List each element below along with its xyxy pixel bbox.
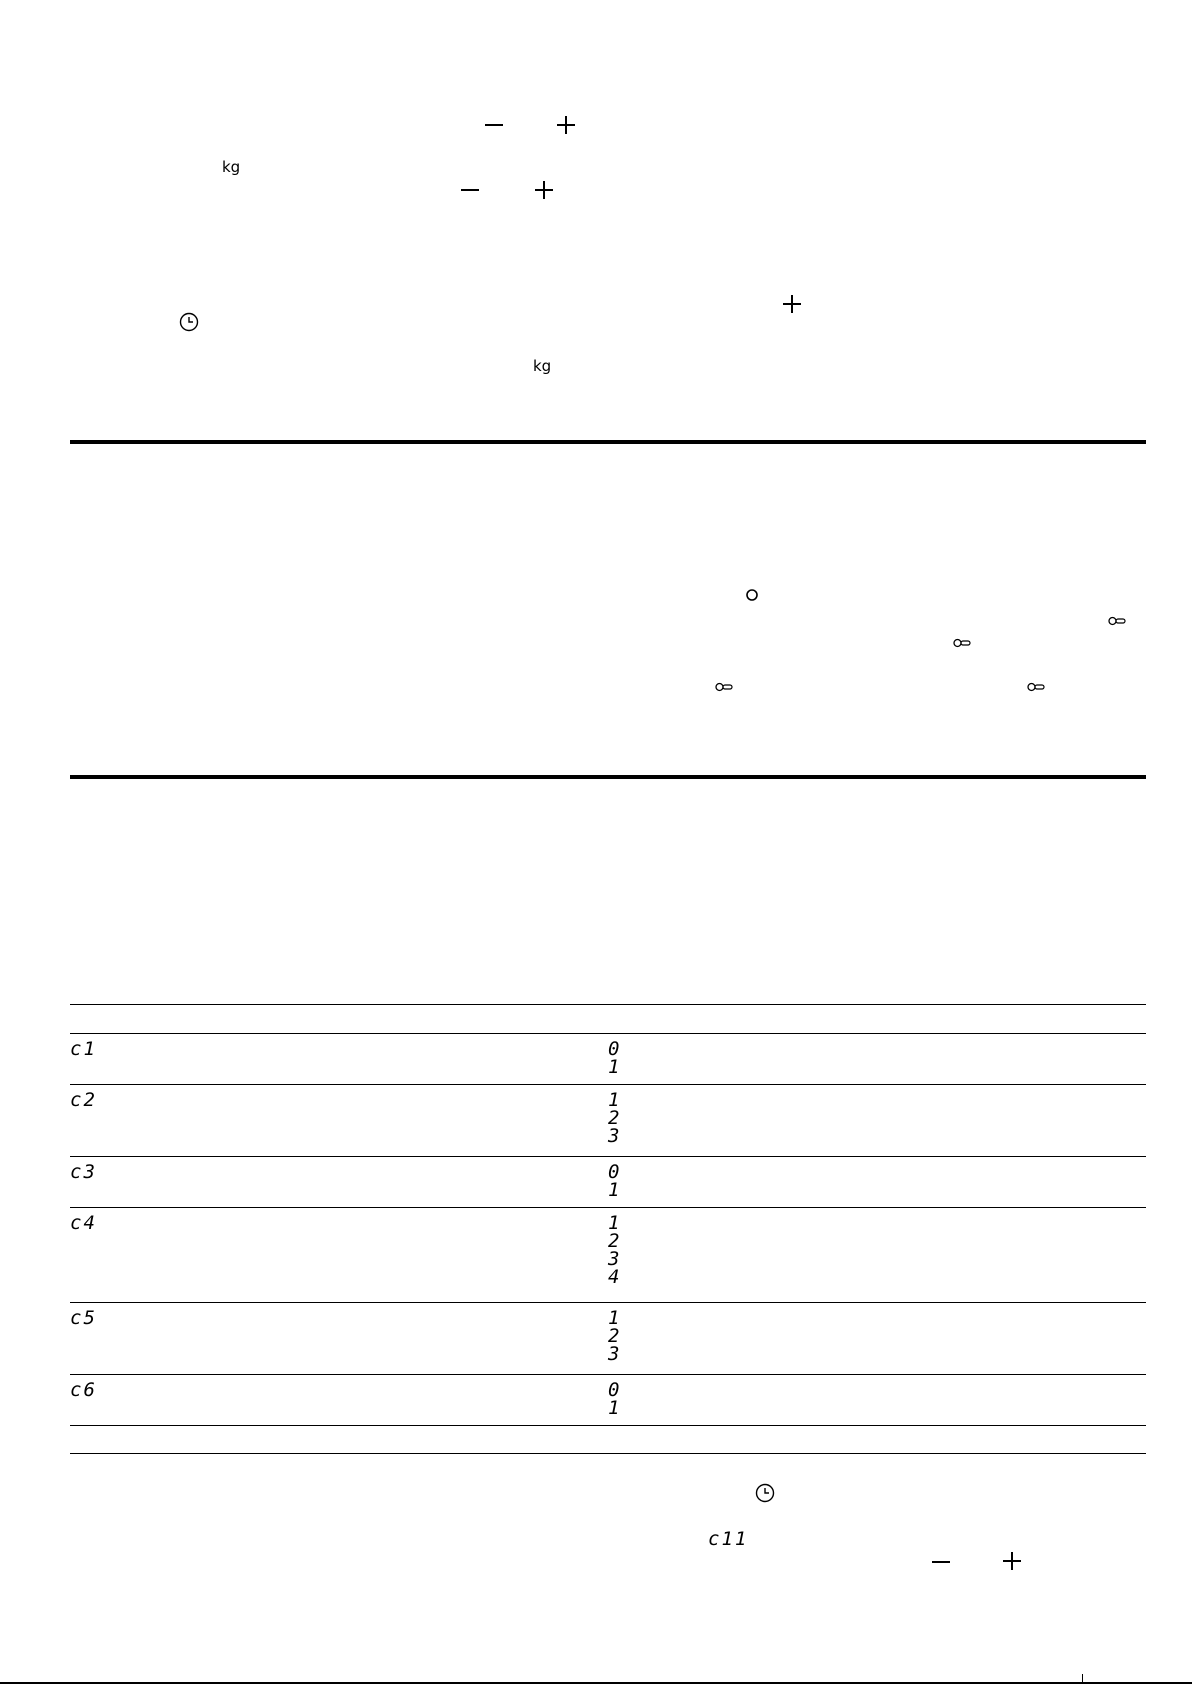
plus-icon bbox=[783, 295, 801, 313]
plus-icon bbox=[557, 116, 575, 134]
key-icon bbox=[1108, 615, 1126, 627]
table-header-top-line bbox=[70, 1004, 1146, 1005]
table-row-line bbox=[70, 1374, 1146, 1375]
key-icon bbox=[715, 681, 733, 693]
setting-code: c2 bbox=[70, 1089, 97, 1111]
setting-value: 3 bbox=[608, 1248, 620, 1270]
minus-icon bbox=[932, 1561, 950, 1563]
setting-value: 1 bbox=[608, 1212, 620, 1234]
minus-icon bbox=[485, 124, 503, 126]
table-row-line bbox=[70, 1425, 1146, 1426]
table-row-line bbox=[70, 1207, 1146, 1208]
setting-value: 1 bbox=[608, 1179, 620, 1201]
setting-value: 1 bbox=[608, 1397, 620, 1419]
kg-label: kg bbox=[533, 357, 552, 375]
setting-code: c5 bbox=[70, 1307, 97, 1329]
table-row-line bbox=[70, 1156, 1146, 1157]
setting-values bbox=[608, 1163, 619, 1199]
page-footer-tick bbox=[1082, 1674, 1083, 1684]
setting-value: 0 bbox=[608, 1038, 620, 1060]
clock-icon bbox=[755, 1483, 775, 1503]
setting-values bbox=[608, 1381, 619, 1417]
setting-value: 4 bbox=[608, 1266, 620, 1288]
setting-value: 1 bbox=[608, 1089, 620, 1111]
kg-label: kg bbox=[222, 158, 241, 176]
table-row-line bbox=[70, 1084, 1146, 1085]
setting-value: 0 bbox=[608, 1379, 620, 1401]
setting-values bbox=[608, 1091, 619, 1145]
page-footer-line bbox=[0, 1682, 1192, 1684]
setting-value: 0 bbox=[608, 1161, 620, 1183]
setting-value: 2 bbox=[608, 1325, 620, 1347]
setting-value: 1 bbox=[608, 1056, 620, 1078]
setting-value: 3 bbox=[608, 1125, 620, 1147]
key-icon bbox=[953, 637, 971, 649]
minus-icon bbox=[461, 189, 479, 191]
section-divider bbox=[70, 440, 1146, 444]
plus-icon bbox=[1003, 1552, 1021, 1570]
setting-code: c3 bbox=[70, 1161, 97, 1183]
setting-value: 1 bbox=[608, 1307, 620, 1329]
setting-values bbox=[608, 1040, 619, 1076]
setting-value: 3 bbox=[608, 1343, 620, 1365]
setting-values bbox=[608, 1214, 619, 1286]
setting-code: c6 bbox=[70, 1379, 97, 1401]
setting-values bbox=[608, 1309, 619, 1363]
plus-icon bbox=[535, 181, 553, 199]
clock-icon bbox=[179, 312, 199, 332]
setting-value: 2 bbox=[608, 1107, 620, 1129]
setting-code: c11 bbox=[708, 1528, 749, 1550]
table-header-bottom-line bbox=[70, 1033, 1146, 1034]
table-row-line bbox=[70, 1302, 1146, 1303]
setting-value: 2 bbox=[608, 1230, 620, 1252]
circle-icon bbox=[745, 588, 759, 602]
section-divider bbox=[70, 775, 1146, 779]
key-icon bbox=[1027, 681, 1045, 693]
table-bottom-line bbox=[70, 1453, 1146, 1454]
setting-code: c4 bbox=[70, 1212, 97, 1234]
setting-code: c1 bbox=[70, 1038, 97, 1060]
